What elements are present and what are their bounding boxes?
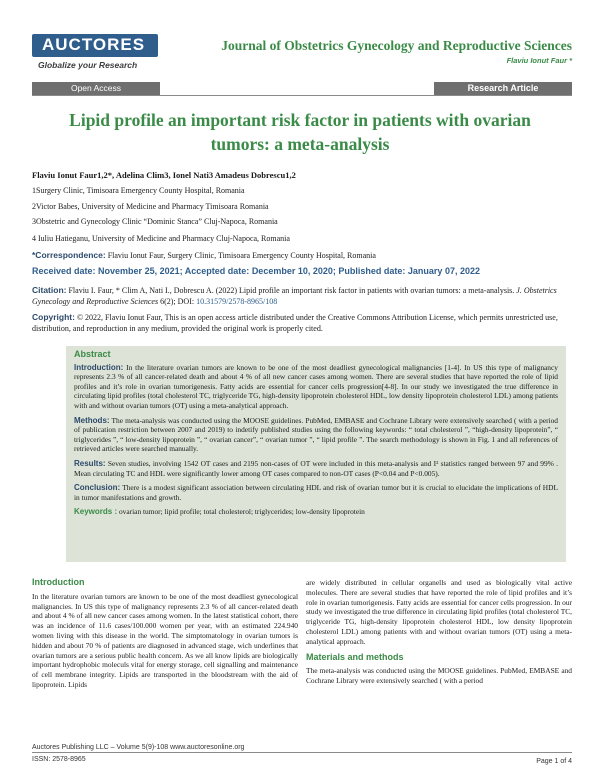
- abstract-conclusion-text: There is a modest significant association between circulating HDL and risk of ovarian tumor but it is crucial to elucidate the implications of HDL in tumor manifestations and growth.: [74, 483, 558, 502]
- doi-link[interactable]: 10.31579/2578-8965/108: [196, 297, 278, 306]
- keywords-label: Keywords :: [74, 507, 118, 517]
- copyright-label: Copyright:: [32, 312, 75, 322]
- methods-paragraph: The meta-analysis was conducted using the MOOSE guidelines. PubMed, EMBASE and Cochrane Library were extensively searched ( with a period: [306, 666, 572, 686]
- body-column-left: [32, 578, 298, 696]
- author-list: Flaviu Ionut Faur1,2*, Adelina Clim3, Ionel Nati3 Amadeus Dobrescu1,2: [32, 170, 296, 180]
- article-type-badge: Research Article: [434, 82, 572, 95]
- page-number: Page 1 of 4: [536, 758, 572, 765]
- footer-issn: ISSN: 2578-8965: [32, 756, 86, 763]
- abstract-keywords: [74, 507, 558, 517]
- affiliation-3: 3Obstetric and Gynecology Clinic “Dominic Stanca” Cluj-Napoca, Romania: [32, 217, 278, 226]
- accepted-label: Accepted date:: [184, 266, 250, 276]
- affiliation-1: 1Surgery Clinic, Timisoara Emergency County Hospital, Romania: [32, 186, 245, 195]
- abstract-results-label: Results:: [74, 458, 106, 468]
- abstract-conclusion-label: Conclusion:: [74, 483, 121, 493]
- affiliation-2: 2Victor Babes, University of Medicine and Pharmacy Timisoara Romania: [32, 202, 269, 211]
- accepted-date: December 10, 2020;: [251, 266, 336, 276]
- abstract-heading: Abstract: [74, 349, 111, 359]
- published-date: January 07, 2022: [407, 266, 480, 276]
- abstract-methods-text: The meta-analysis was conducted using the MOOSE guidelines. PubMed, EMBASE and Cochrane Library were extensively searched ( with a period of publication restriction between 2007 and 2019) to indetify published studies using the following keywords: “ total cholesterol ”, “high-density lipoprotein”, “ triglycerides ”, “ low-density lipoprotein ”, “ ovarian cancer”, “ ovarian tumor ”, “ lipid profile ”. The search methodology is shown in Fig. 1 and all references of retrieved articles were searched manually.: [74, 415, 559, 454]
- received-date: November 25, 2021;: [98, 266, 183, 276]
- introduction-continued: are widely distributed in cellular organells and used as biologically vital active molecules. There are several studies that have reported the role of lipid profiles and it’s role in ovarian tumorigenesis. Fatty acids are essential for cancer cells progression. In our study we investigated the true difference in circulating lipid profiles (total cholesterol TC, triglyceride TG, high-density lipoprotein cholesterol HDL, low density lipoprotein cholesterol LDL) among patients with and without ovarian tumors (OT) using a meta-analytical approach.: [306, 578, 572, 646]
- journal-title: Journal of Obstetrics Gynecology and Reproductive Sciences: [221, 38, 572, 53]
- citation-volume: 6(2); DOI:: [160, 297, 195, 306]
- correspondence-label: *Correspondence:: [32, 250, 106, 260]
- abstract-intro-label: Introduction:: [74, 362, 124, 372]
- article-dates: [32, 266, 572, 277]
- abstract-conclusion: [74, 483, 558, 502]
- citation-label: Citation:: [32, 285, 67, 295]
- article-title: Lipid profile an important risk factor in patients with ovarian tumors: a meta-analysis: [69, 110, 531, 154]
- body-column-right: [306, 578, 572, 692]
- published-label: Published date:: [338, 266, 406, 276]
- methods-heading: Materials and methods: [306, 651, 404, 662]
- open-access-badge: Open Access: [32, 82, 160, 95]
- correspondence: [32, 250, 572, 261]
- logo-wordmark: AUCTORES: [32, 34, 158, 57]
- footer-divider: [32, 752, 572, 753]
- page-header: [0, 0, 600, 90]
- header-divider: [32, 95, 572, 96]
- auctores-logo[interactable]: [32, 34, 180, 72]
- abstract-results-text: Seven studies, involving 1542 OT cases and 2195 non-cases of OT were included in this meta-analysis and I² statistics ranged between 97 and 99% . Mean circulating TC and HDL were significantly lower among OT cases compared to non-OT cases (P<0.04 and P<0.005).: [74, 458, 558, 478]
- abstract-box: [66, 346, 566, 562]
- running-author: Flaviu Ionut Faur *: [506, 56, 572, 65]
- received-label: Received date:: [32, 266, 96, 276]
- citation: [32, 285, 572, 307]
- correspondence-text: Flaviu Ionut Faur, Surgery Clinic, Timisoara Emergency County Hospital, Romania: [107, 251, 376, 260]
- affiliation-4: 4 Iuliu Hatieganu, University of Medicine and Pharmacy Cluj-Napoca, Romania: [32, 234, 290, 243]
- copyright-text: © 2022, Flaviu Ionut Faur, This is an open access article distributed under the Creative Commons Attribution License, which permits unrestricted use, distribution, and reproduction in any medium, provided the original work is properly cited.: [32, 313, 558, 333]
- footer-publisher: Auctores Publishing LLC – Volume 5(9)-108 www.auctoresonline.org: [32, 744, 245, 751]
- abstract-introduction: [74, 363, 558, 411]
- citation-journal: J. Obstetrics Gynecology and Reproductive Sciences: [32, 286, 557, 306]
- introduction-heading: Introduction: [32, 577, 85, 587]
- abstract-methods-label: Methods:: [74, 415, 110, 425]
- logo-tagline: Globalize your Research: [38, 60, 138, 70]
- abstract-results: [74, 459, 558, 478]
- abstract-intro-text: In the literature ovarian tumors are known to be one of the most deadliest gynecological malignancies [1-4]. In US this type of malignancy represents 2.3 % of all cancer-related death and about 4 % of all new cancer cases among women. There are several studies that have reported the role of lipid profiles and it’s role in ovarian tumorigenesis. Fatty acids are essential for cancer cells progression[4-8]. In our study we investigated the true difference in circulating lipid profiles (total cholesterol TC, triglyceride TG, high-density lipoprotein cholesterol HDL, low density lipoprotein cholesterol LDL) among patients with and without ovarian tumors (OT) using a meta-analytical approach.: [74, 362, 558, 410]
- keywords-text: ovarian tumor; lipid profile; total cholesterol; triglycerides; low-density lipoprotein: [118, 507, 365, 517]
- citation-text: Flaviu I. Faur, * Clim A, Nati I., Dobrescu A. (2022) Lipid profile an important risk factor in patients with ovarian tumors: a meta-analysis.: [68, 286, 515, 295]
- abstract-methods: [74, 416, 558, 454]
- copyright: [32, 312, 572, 334]
- introduction-paragraph: In the literature ovarian tumors are known to be one of the most deadliest gynecological malignancies. In US this type of malignancy represents 2.3 % of all cancer-related death and about 4 % of all new cancer cases among women. In the latest statistical cohort, there was an incidence of 11.6 cases/100.000 women per year, with an estimated 224.940 women living with this disease in the world. The simptomatology in ovarian tumors is hidden and about 70 % of patients are diagnosed in advanced stage, wich underlines that ovarian tumors are a serious public health concern. As we all know lipids are biologically important hydrophobic moleculs vital for energy storage, cell signalling and maintenance of cell membrane integrity. Lipids are transported in the bloodstream with the aid of lipoprotein. Lipids: [32, 591, 298, 689]
